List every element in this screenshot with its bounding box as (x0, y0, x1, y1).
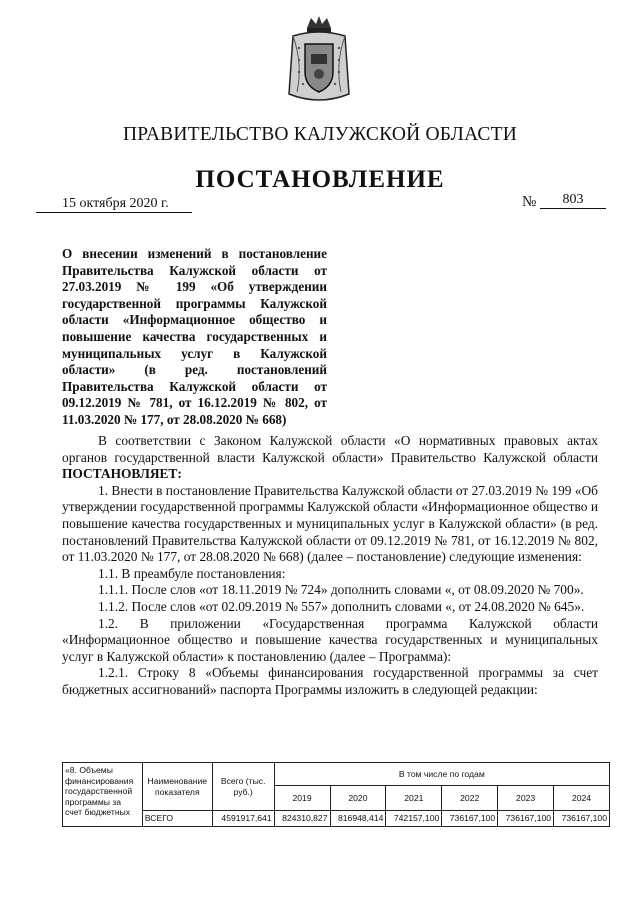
paragraph-preamble (62, 433, 598, 483)
paragraph-1-1-2: 1.1.2. После слов «от 02.09.2019 № 557» дополнить словами «, от 24.08.2020 № 645». (98, 598, 585, 614)
preamble-text: В соответствии с Законом Калужской области «О нормативных правовых актах органов государственной власти Калужской области» Правительство Калужской области (62, 433, 598, 465)
row-value: 736167,100 (498, 811, 554, 827)
row-value: 816948,414 (330, 811, 386, 827)
table-row-label: «8. Объемы финансирования государственной программы за счет бюджетных (63, 763, 143, 827)
paragraph-1-1-1: 1.1.1. После слов «от 18.11.2019 № 724» дополнить словами «, от 08.09.2020 № 700». (98, 582, 584, 598)
document-date: 15 октября 2020 г. (36, 196, 192, 213)
paragraph-1: 1. Внести в постановление Правительства Калужской области от 27.03.2019 № 199 «Об утверждении государственной программы Калужской области «Информационное общество и повышение качества государственных и муниципальных услуг в Калужской области» (в ред. постановлений Правительства Калужской области от 09.12.2019 № 781, от 16.12.2019 № 802, от 11.03.2020 № 177, от 28.08.2020 № 668) (далее – постановление) следующие изменения: (62, 482, 598, 565)
document-type: ПОСТАНОВЛЕНИЕ (195, 166, 445, 193)
header-year: 2024 (554, 786, 610, 811)
row-total: 4591917,641 (212, 811, 274, 827)
coat-of-arms-emblem (283, 14, 355, 106)
row-value: 824310,827 (274, 811, 330, 827)
government-title: ПРАВИТЕЛЬСТВО КАЛУЖСКОЙ ОБЛАСТИ (123, 124, 517, 145)
row-value: 736167,100 (554, 811, 610, 827)
number-label: № (522, 194, 537, 210)
header-year: 2023 (498, 786, 554, 811)
header-total: Всего (тыс. руб.) (212, 763, 274, 811)
document-number: 803 (540, 192, 606, 209)
paragraph-1-1: 1.1. В преамбуле постановления: (98, 565, 286, 581)
paragraph-1-2: 1.2. В приложении «Государственная программа Калужской области «Информационное общество и повышение качества государственных и муниципальных услуг в Калужской области» к постановлению (далее – Программа): (62, 615, 598, 664)
header-year: 2020 (330, 786, 386, 811)
table-row (63, 811, 610, 827)
row-name: ВСЕГО (142, 811, 212, 827)
header-year: 2022 (442, 786, 498, 811)
row-value: 742157,100 (386, 811, 442, 827)
paragraph-1-2-1: 1.2.1. Строку 8 «Объемы финансирования государственной программы за счет бюджетных ассигнований» паспорта Программы изложить в следующей редакции: (62, 665, 598, 697)
header-year: 2021 (386, 786, 442, 811)
funding-table (62, 762, 610, 827)
document-body (62, 433, 598, 699)
document-subject: О внесении изменений в постановление Правительства Калужской области от 27.03.2019 № 199 «Об утверждении государственной программы Калужской области «Информационное общество и повышение качества государственных и муниципальных услуг в Калужской области» (в ред. постановлений Правительства Калужской области от 09.12.2019 № 781, от 16.12.2019 № 802, от 11.03.2020 № 177, от 28.08.2020 № 668) (62, 246, 327, 427)
resolves-keyword: ПОСТАНОВЛЯЕТ: (62, 466, 182, 482)
header-indicator-name: Наименование показателя (142, 763, 212, 811)
header-years-group: В том числе по годам (274, 763, 609, 786)
header-year: 2019 (274, 786, 330, 811)
row-value: 736167,100 (442, 811, 498, 827)
